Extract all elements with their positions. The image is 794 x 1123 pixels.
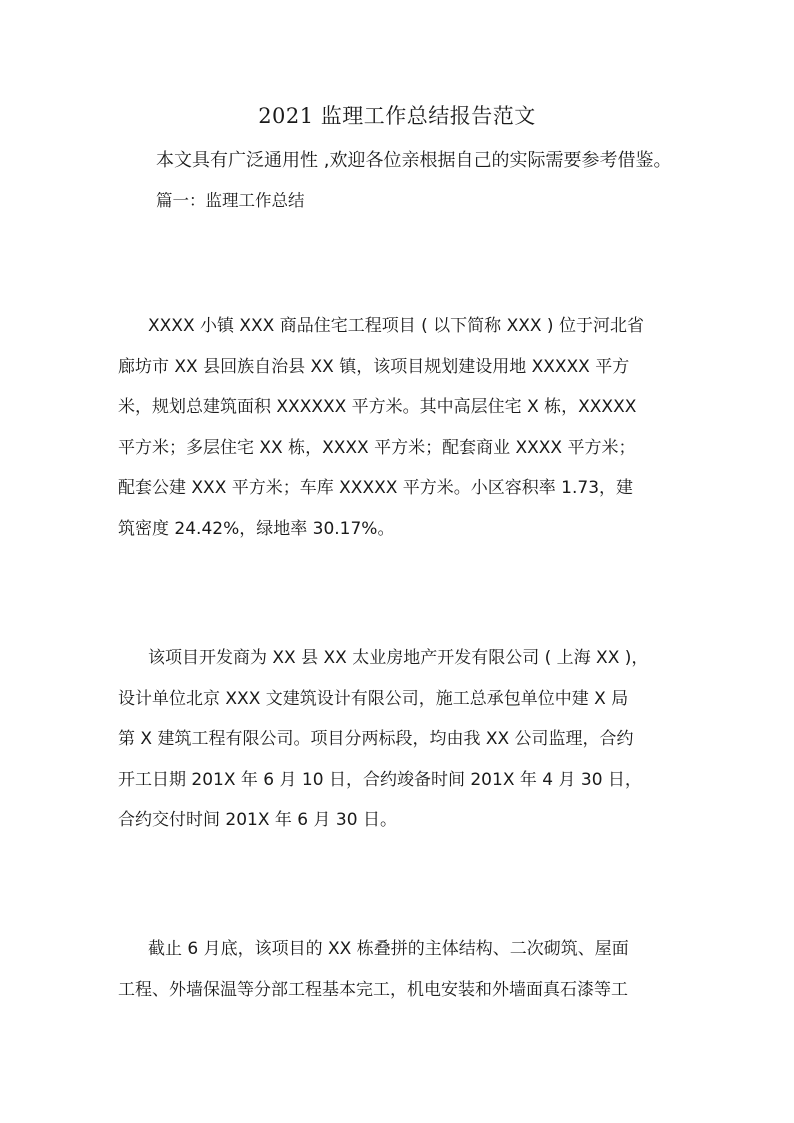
paragraph-developer-info: [118, 638, 688, 841]
intro-text: 本文具有广泛通用性 ,欢迎各位亲根据自己的实际需要参考借鉴。: [156, 150, 672, 171]
document-title: 2021 监理工作总结报告范文: [258, 104, 536, 128]
paragraph-line: XXXX 小镇 XXX 商品住宅工程项目 ( 以下简称 XXX ) 位于河北省: [148, 316, 644, 336]
paragraph-progress: [118, 929, 688, 1010]
paragraph-line: 设计单位北京 XXX 文建筑设计有限公司，施工总承包单位中建 X 局: [118, 688, 629, 709]
paragraph-line: 该项目开发商为 XX 县 XX 太业房地产开发有限公司 ( 上海 XX )，: [148, 648, 649, 668]
paragraph-line: 廊坊市 XX 县回族自治县 XX 镇，该项目规划建设用地 XXXXX 平方: [118, 356, 630, 377]
paragraph-project-overview: [118, 306, 688, 549]
paragraph-line: 合约交付时间 201X 年 6 月 30 日。: [118, 810, 397, 830]
paragraph-line: 配套公建 XXX 平方米；车库 XXXXX 平方米。小区容积率 1.73，建: [118, 478, 634, 498]
paragraph-line: 开工日期 201X 年 6 月 10 日，合约竣备时间 201X 年 4 月 30 日，: [118, 769, 642, 790]
section-heading: 篇一：监理工作总结: [156, 191, 305, 210]
paragraph-line: 米，规划总建筑面积 XXXXXX 平方米。其中高层住宅 X 栋，XXXXX: [118, 397, 637, 417]
paragraph-line: 筑密度 24.42%，绿地率 30.17%。: [118, 518, 395, 539]
paragraph-line: 第 X 建筑工程有限公司。项目分两标段，均由我 XX 公司监理，合约: [118, 729, 634, 749]
paragraph-line: 截止 6 月底，该项目的 XX 栋叠拼的主体结构、二次砌筑、屋面: [148, 939, 629, 959]
paragraph-line: 工程、外墙保温等分部工程基本完工，机电安装和外墙面真石漆等工: [118, 979, 628, 1000]
paragraph-line: 平方米；多层住宅 XX 栋，XXXX 平方米；配套商业 XXXX 平方米；: [118, 437, 636, 458]
